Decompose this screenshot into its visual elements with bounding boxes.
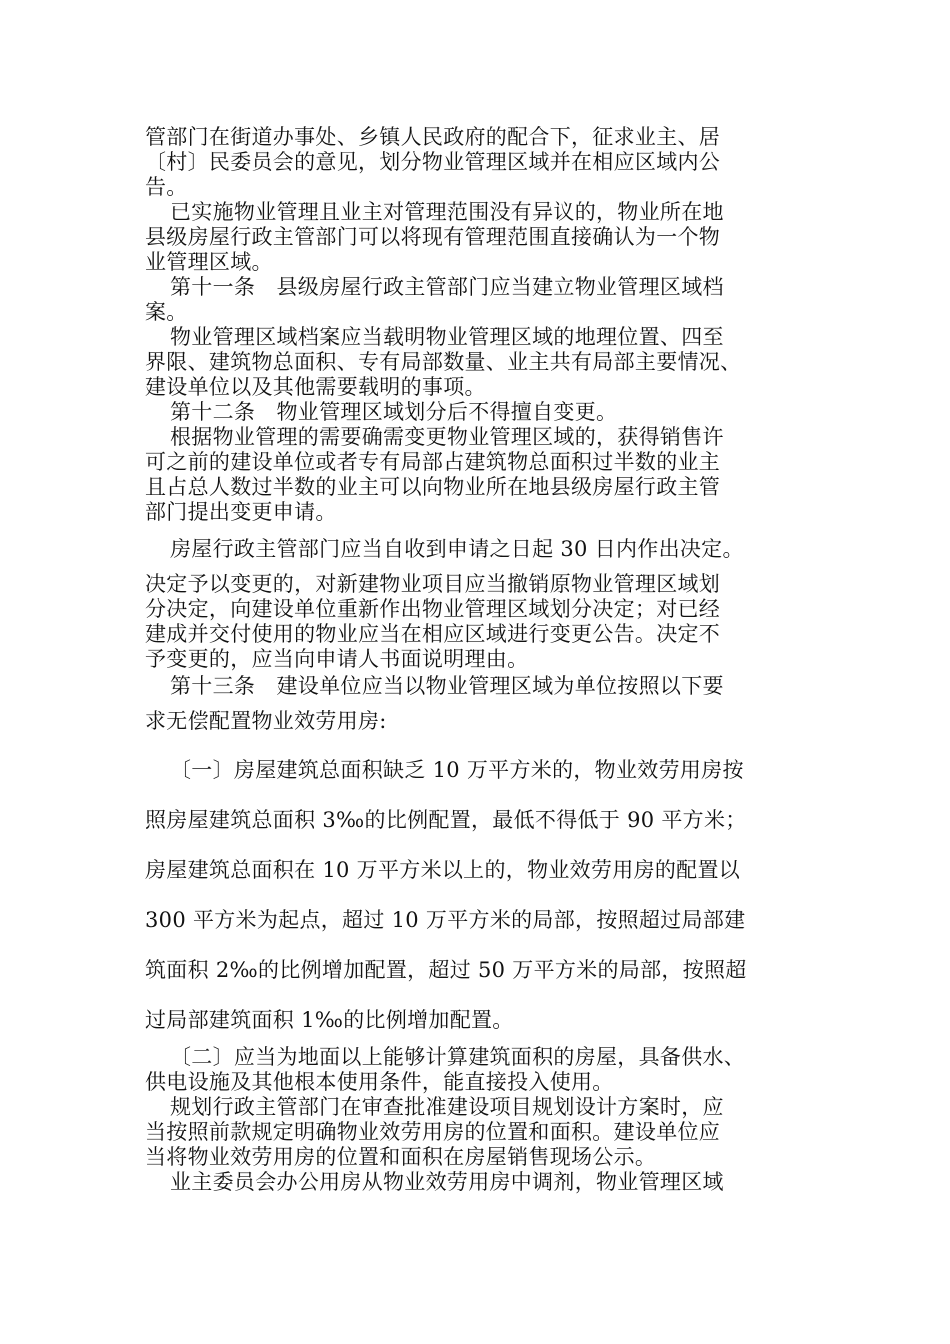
text-line: 房屋行政主管部门应当自收到申请之日起 30 日内作出决定。 — [170, 537, 744, 561]
text-line: 部门提出变更申请。 — [145, 500, 337, 524]
text-line: 分决定，向建设单位重新作出物业管理区域划分决定；对已经 — [145, 597, 721, 621]
text-line: 案。 — [145, 300, 188, 324]
text-line: 房屋建筑总面积在 10 万平方米以上的，物业效劳用房的配置以 — [145, 858, 741, 882]
text-line: 〔一〕房屋建筑总面积缺乏 10 万平方米的，物业效劳用房按 — [170, 758, 744, 782]
text-line: 告。 — [145, 175, 188, 199]
text-line: 业管理区域。 — [145, 250, 273, 274]
text-line: 〔村〕民委员会的意见，划分物业管理区域并在相应区域内公 — [145, 150, 721, 174]
text-line: 且占总人数过半数的业主可以向物业所在地县级房屋行政主管 — [145, 475, 721, 499]
text-line: 予变更的，应当向申请人书面说明理由。 — [145, 647, 529, 671]
text-line: 第十三条 建设单位应当以物业管理区域为单位按照以下要 — [170, 674, 724, 698]
text-line: 规划行政主管部门在审查批准建设项目规划设计方案时，应 — [170, 1095, 724, 1119]
text-line: 筑面积 2‰的比例增加配置，超过 50 万平方米的局部，按照超 — [145, 958, 747, 982]
text-line: 过局部建筑面积 1‰的比例增加配置。 — [145, 1008, 514, 1032]
text-line: 决定予以变更的，对新建物业项目应当撤销原物业管理区域划 — [145, 572, 721, 596]
text-line: 照房屋建筑总面积 3‰的比例配置，最低不得低于 90 平方米； — [145, 808, 747, 832]
text-line: 300 平方米为起点，超过 10 万平方米的局部，按照超过局部建 — [145, 908, 746, 932]
text-line: 已实施物业管理且业主对管理范围没有异议的，物业所在地 — [170, 200, 724, 224]
text-line: 管部门在街道办事处、乡镇人民政府的配合下，征求业主、居 — [145, 125, 721, 149]
text-line: 供电设施及其他根本使用条件，能直接投入使用。 — [145, 1070, 614, 1094]
text-line: 〔二〕应当为地面以上能够计算建筑面积的房屋，具备供水、 — [170, 1045, 746, 1069]
text-line: 县级房屋行政主管部门可以将现有管理范围直接确认为一个物 — [145, 225, 721, 249]
text-line: 建设单位以及其他需要载明的事项。 — [145, 375, 486, 399]
text-line: 当将物业效劳用房的位置和面积在房屋销售现场公示。 — [145, 1145, 657, 1169]
text-line: 第十一条 县级房屋行政主管部门应当建立物业管理区域档 — [170, 275, 724, 299]
text-line: 可之前的建设单位或者专有局部占建筑物总面积过半数的业主 — [145, 450, 721, 474]
text-line: 当按照前款规定明确物业效劳用房的位置和面积。建设单位应 — [145, 1120, 721, 1144]
text-line: 建成并交付使用的物业应当在相应区域进行变更公告。决定不 — [145, 622, 721, 646]
text-line: 业主委员会办公用房从物业效劳用房中调剂，物业管理区域 — [170, 1170, 724, 1194]
text-line: 第十二条 物业管理区域划分后不得擅自变更。 — [170, 400, 618, 424]
text-line: 界限、建筑物总面积、专有局部数量、业主共有局部主要情况、 — [145, 350, 742, 374]
text-line: 根据物业管理的需要确需变更物业管理区域的，获得销售许 — [170, 425, 724, 449]
text-line: 物业管理区域档案应当载明物业管理区域的地理位置、四至 — [170, 325, 724, 349]
text-line: 求无偿配置物业效劳用房: — [145, 709, 387, 733]
